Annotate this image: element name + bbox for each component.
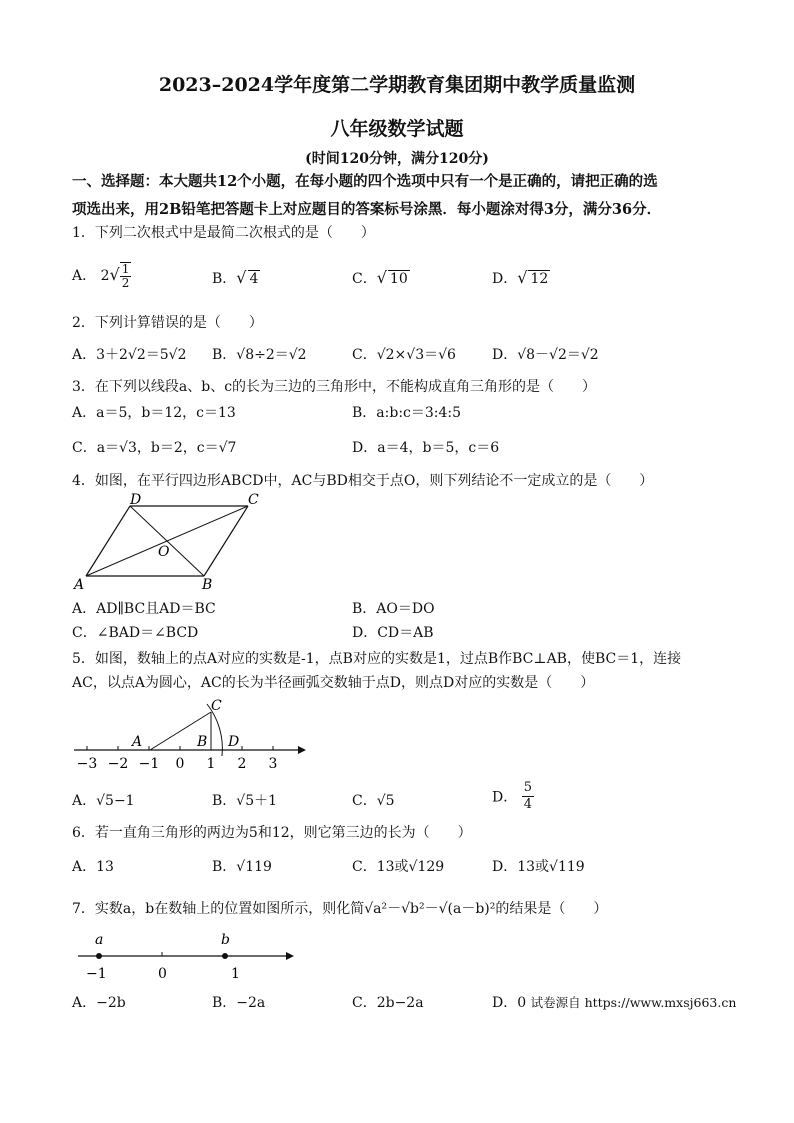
q5-option-c[interactable]: C．√5 bbox=[352, 793, 395, 809]
q5-option-d[interactable]: D． $\frac{5}{4}$ bbox=[492, 780, 532, 812]
point-b-label: B bbox=[197, 734, 208, 750]
time-note: (时间120分钟，满分120分) bbox=[305, 151, 489, 167]
point-c-label: C bbox=[211, 698, 222, 714]
q1-option-c[interactable]: C．√ 10 bbox=[352, 268, 408, 287]
vertex-c-label: C bbox=[248, 492, 259, 508]
q6-option-d[interactable]: D．13或√119 bbox=[492, 859, 585, 875]
q1-a-math: 2√ $\frac{1}{2}$ bbox=[100, 262, 130, 290]
tick-0-label: 0 bbox=[158, 966, 167, 982]
exam-subtitle: 八年级数学试题 bbox=[330, 118, 464, 140]
exam-title: 2023–2024学年度第二学期教育集团期中教学质量监测 bbox=[158, 74, 636, 96]
vertex-b-label: B bbox=[202, 577, 213, 592]
q5-tick-label: −1 bbox=[138, 756, 160, 772]
q5-option-a[interactable]: A．√5−1 bbox=[72, 793, 135, 809]
q1-option-a[interactable]: A． 2√ $\frac{1}{2}$ bbox=[72, 262, 130, 290]
number-line-figure-q5 bbox=[70, 696, 310, 772]
q5-tick-label: −2 bbox=[107, 756, 129, 772]
q3-option-a[interactable]: A．a＝5，b＝12，c＝13 bbox=[72, 405, 236, 421]
q3-option-c[interactable]: C．a＝√3，b＝2，c＝√7 bbox=[72, 440, 237, 456]
q6-option-c[interactable]: C．13或√129 bbox=[352, 859, 445, 875]
q7-option-c[interactable]: C．2b−2a bbox=[352, 995, 424, 1011]
q6-option-b[interactable]: B．√119 bbox=[212, 859, 272, 875]
q5-tick-label: 2 bbox=[237, 756, 247, 772]
question-5-stem-line2: AC，以点A为圆心，AC的长为半径画弧交数轴于点D，则点D对应的实数是（ ） bbox=[72, 675, 595, 691]
question-1-stem: 1．下列二次根式中是最简二次根式的是（ ） bbox=[72, 225, 375, 241]
vertex-a-label: A bbox=[74, 577, 85, 592]
q7-option-d[interactable]: D．0 试卷源自 https://www.mxsj663.cn bbox=[492, 995, 737, 1011]
question-4-stem: 4．如图，在平行四边形ABCD中，AC与BD相交于点O，则下列结论不一定成立的是（ ） bbox=[72, 473, 654, 489]
number-line-figure-q7 bbox=[70, 926, 310, 988]
center-o-label: O bbox=[158, 544, 170, 560]
question-7-stem: 7．实数a，b在数轴上的位置如图所示，则化简√a²－√b²－√(a－b)²的结果是（ ） bbox=[72, 901, 608, 917]
tick-1-label: 1 bbox=[231, 966, 240, 982]
point-a-label: A bbox=[132, 734, 143, 750]
q5-tick-label: 1 bbox=[206, 756, 216, 772]
q5-tick-label: −3 bbox=[76, 756, 98, 772]
q6-option-a[interactable]: A．13 bbox=[72, 859, 114, 875]
question-3-stem: 3．在下列以线段a、b、c的长为三边的三角形中，不能构成直角三角形的是（ ） bbox=[72, 379, 597, 395]
q2-option-d[interactable]: D．√8－√2＝√2 bbox=[492, 347, 599, 363]
q1-option-d[interactable]: D．√ 12 bbox=[492, 268, 549, 287]
point-d-label: D bbox=[228, 734, 240, 750]
point-b-var-label: b bbox=[221, 932, 230, 948]
q7-option-b[interactable]: B．−2a bbox=[212, 995, 266, 1011]
vertex-d-label: D bbox=[130, 492, 142, 508]
point-a-var-label: a bbox=[95, 932, 104, 948]
q2-option-b[interactable]: B．√8÷2＝√2 bbox=[212, 347, 307, 363]
parallelogram-figure bbox=[70, 488, 270, 592]
q1-option-b[interactable]: B．√ 4 bbox=[212, 268, 259, 287]
q2-option-c[interactable]: C．√2×√3＝√6 bbox=[352, 347, 456, 363]
q5-tick-label: 0 bbox=[175, 756, 185, 772]
source-watermark: 试卷源自 https://www.mxsj663.cn bbox=[530, 995, 737, 1010]
q4-option-c[interactable]: C．∠BAD＝∠BCD bbox=[72, 625, 199, 641]
q2-option-a[interactable]: A．3＋2√2＝5√2 bbox=[72, 347, 187, 363]
q4-option-a[interactable]: A．AD∥BC且AD＝BC bbox=[72, 601, 216, 617]
q7-option-a[interactable]: A．−2b bbox=[72, 995, 126, 1011]
tick-neg1-label: −1 bbox=[86, 966, 107, 982]
q5-option-b[interactable]: B．√5＋1 bbox=[212, 793, 278, 809]
q4-option-b[interactable]: B．AO＝DO bbox=[352, 601, 435, 617]
question-2-stem: 2．下列计算错误的是（ ） bbox=[72, 315, 263, 331]
q3-option-b[interactable]: B．a:b:c＝3:4:5 bbox=[352, 405, 462, 421]
q5-tick-label: 3 bbox=[268, 756, 278, 772]
q4-option-d[interactable]: D．CD＝AB bbox=[352, 625, 434, 641]
question-6-stem: 6．若一直角三角形的两边为5和12，则它第三边的长为（ ） bbox=[72, 825, 472, 841]
section-instructions: 一、选择题：本大题共12个小题，在每小题的四个选项中只有一个是正确的，请把正确的选 项选出来，用2B铅笔把答题卡上对应题目的答案标号涂黑．每小题涂对得3分，满分36分． bbox=[72, 173, 662, 218]
question-5-stem-line1: 5．如图，数轴上的点A对应的实数是-1，点B对应的实数是1，过点B作BC⊥AB，使BC＝1，连接 bbox=[72, 651, 682, 667]
q3-option-d[interactable]: D．a＝4，b＝5，c＝6 bbox=[352, 440, 500, 456]
